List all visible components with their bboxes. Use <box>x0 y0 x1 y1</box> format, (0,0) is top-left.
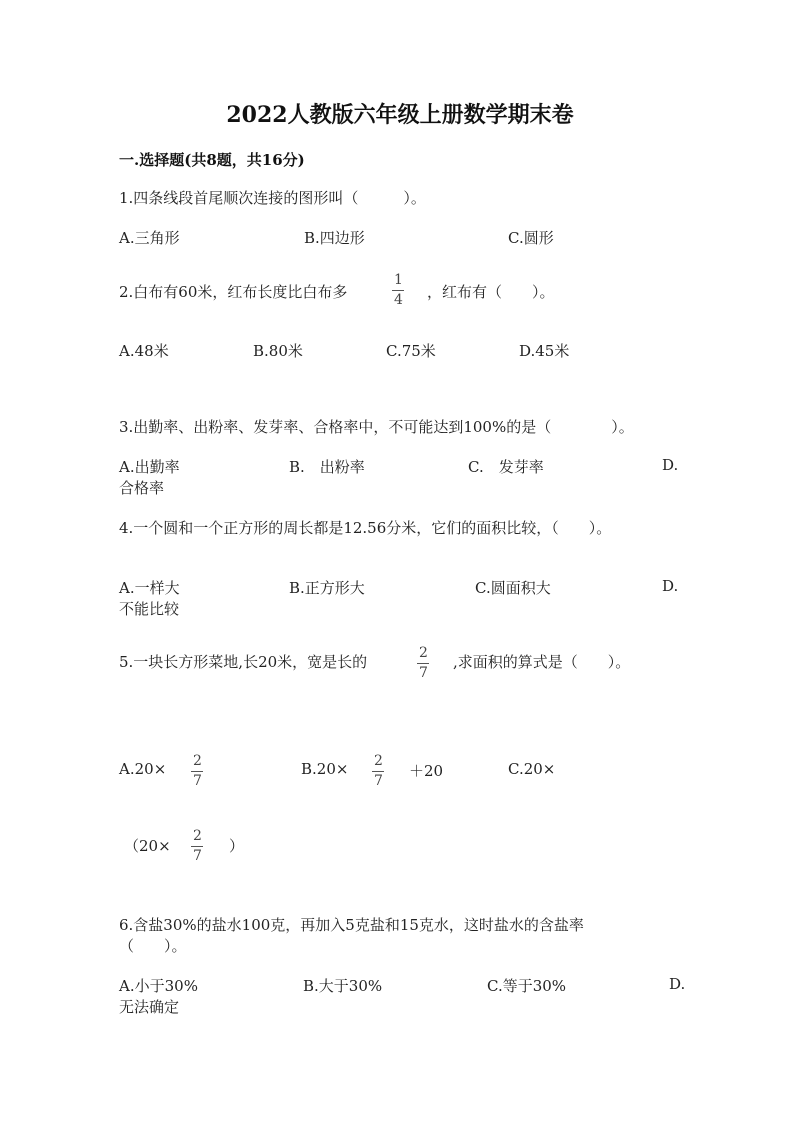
fraction-denominator: 7 <box>193 848 202 864</box>
question-5-stem-start: 5.一块长方形菜地,长20米，宽是长的 <box>119 653 368 671</box>
question-3-option-c[interactable]: C. 发芽率 <box>468 458 544 476</box>
question-5-option-a[interactable]: A.20× <box>119 760 167 778</box>
question-4-stem: 4.一个圆和一个正方形的周长都是12.56分米，它们的面积比较，（ ）。 <box>119 519 612 537</box>
fraction-denominator: 7 <box>419 665 428 681</box>
question-1-option-c[interactable]: C.圆形 <box>508 229 554 247</box>
question-5-stem-end: ,求面积的算式是（ ）。 <box>453 653 631 671</box>
question-1-option-b[interactable]: B.四边形 <box>304 229 365 247</box>
question-2-option-c[interactable]: C.75米 <box>386 342 436 360</box>
question-4-option-c[interactable]: C.圆面积大 <box>475 579 551 597</box>
question-6-stem-line2: （ ）。 <box>119 937 187 955</box>
question-5-option-d-fraction <box>191 828 204 865</box>
question-2-option-b[interactable]: B.80米 <box>253 342 303 360</box>
question-6-option-a[interactable]: A.小于30% <box>119 977 198 995</box>
fraction-numerator: 2 <box>193 753 202 769</box>
fraction-bar <box>372 771 384 772</box>
question-5-option-d-prefix[interactable]: （20× <box>124 837 171 855</box>
question-2-fraction <box>392 272 405 309</box>
question-3-option-a[interactable]: A.出勤率 <box>119 458 180 476</box>
question-2-stem-end: ，红布有（ ）。 <box>427 283 555 301</box>
question-2-option-d[interactable]: D.45米 <box>519 342 570 360</box>
question-5-option-b[interactable]: B.20× <box>301 760 349 778</box>
question-5-option-a-fraction <box>191 753 204 790</box>
question-6-option-b[interactable]: B.大于30% <box>303 977 383 995</box>
question-3-stem: 3.出勤率、出粉率、发芽率、合格率中，不可能达到100%的是（ ）。 <box>119 418 634 436</box>
question-4-option-d-label[interactable]: D. <box>662 577 679 595</box>
question-1-stem: 1.四条线段首尾顺次连接的图形叫（ ）。 <box>119 189 426 207</box>
question-6-option-d-label[interactable]: D. <box>669 975 686 993</box>
question-5-option-b-suffix: ＋20 <box>409 762 444 780</box>
fraction-numerator: 2 <box>193 828 202 844</box>
fraction-bar <box>191 771 203 772</box>
question-6-option-c[interactable]: C.等于30% <box>487 977 567 995</box>
question-2-option-a[interactable]: A.48米 <box>119 342 169 360</box>
question-3-option-d-label[interactable]: D. <box>662 456 679 474</box>
question-4-option-a[interactable]: A.一样大 <box>119 579 180 597</box>
question-3-option-b[interactable]: B. 出粉率 <box>289 458 365 476</box>
fraction-denominator: 4 <box>394 292 403 308</box>
question-6-option-d-text[interactable]: 无法确定 <box>119 998 180 1016</box>
section-heading: 一.选择题(共8题，共16分) <box>119 151 305 169</box>
question-6-stem: 6.含盐30%的盐水100克，再加入5克盐和15克水，这时盐水的含盐率 <box>119 916 584 934</box>
page-title: 2022人教版六年级上册数学期末卷 <box>226 102 574 128</box>
question-5-option-d-suffix: ） <box>229 837 245 855</box>
question-1-option-a[interactable]: A.三角形 <box>119 229 180 247</box>
question-3-option-d-text[interactable]: 合格率 <box>119 479 165 497</box>
fraction-bar <box>392 290 404 291</box>
question-5-fraction <box>417 645 430 682</box>
question-2-stem-start: 2.白布有60米，红布长度比白布多 <box>119 283 348 301</box>
question-5-option-c[interactable]: C.20× <box>508 760 556 778</box>
fraction-denominator: 7 <box>374 773 383 789</box>
fraction-bar <box>191 846 203 847</box>
question-5-option-b-fraction <box>372 753 385 790</box>
fraction-numerator: 1 <box>394 272 403 288</box>
fraction-bar <box>417 663 429 664</box>
question-4-option-d-text[interactable]: 不能比较 <box>119 600 180 618</box>
fraction-denominator: 7 <box>193 773 202 789</box>
question-4-option-b[interactable]: B.正方形大 <box>289 579 365 597</box>
fraction-numerator: 2 <box>374 753 383 769</box>
fraction-numerator: 2 <box>419 645 428 661</box>
